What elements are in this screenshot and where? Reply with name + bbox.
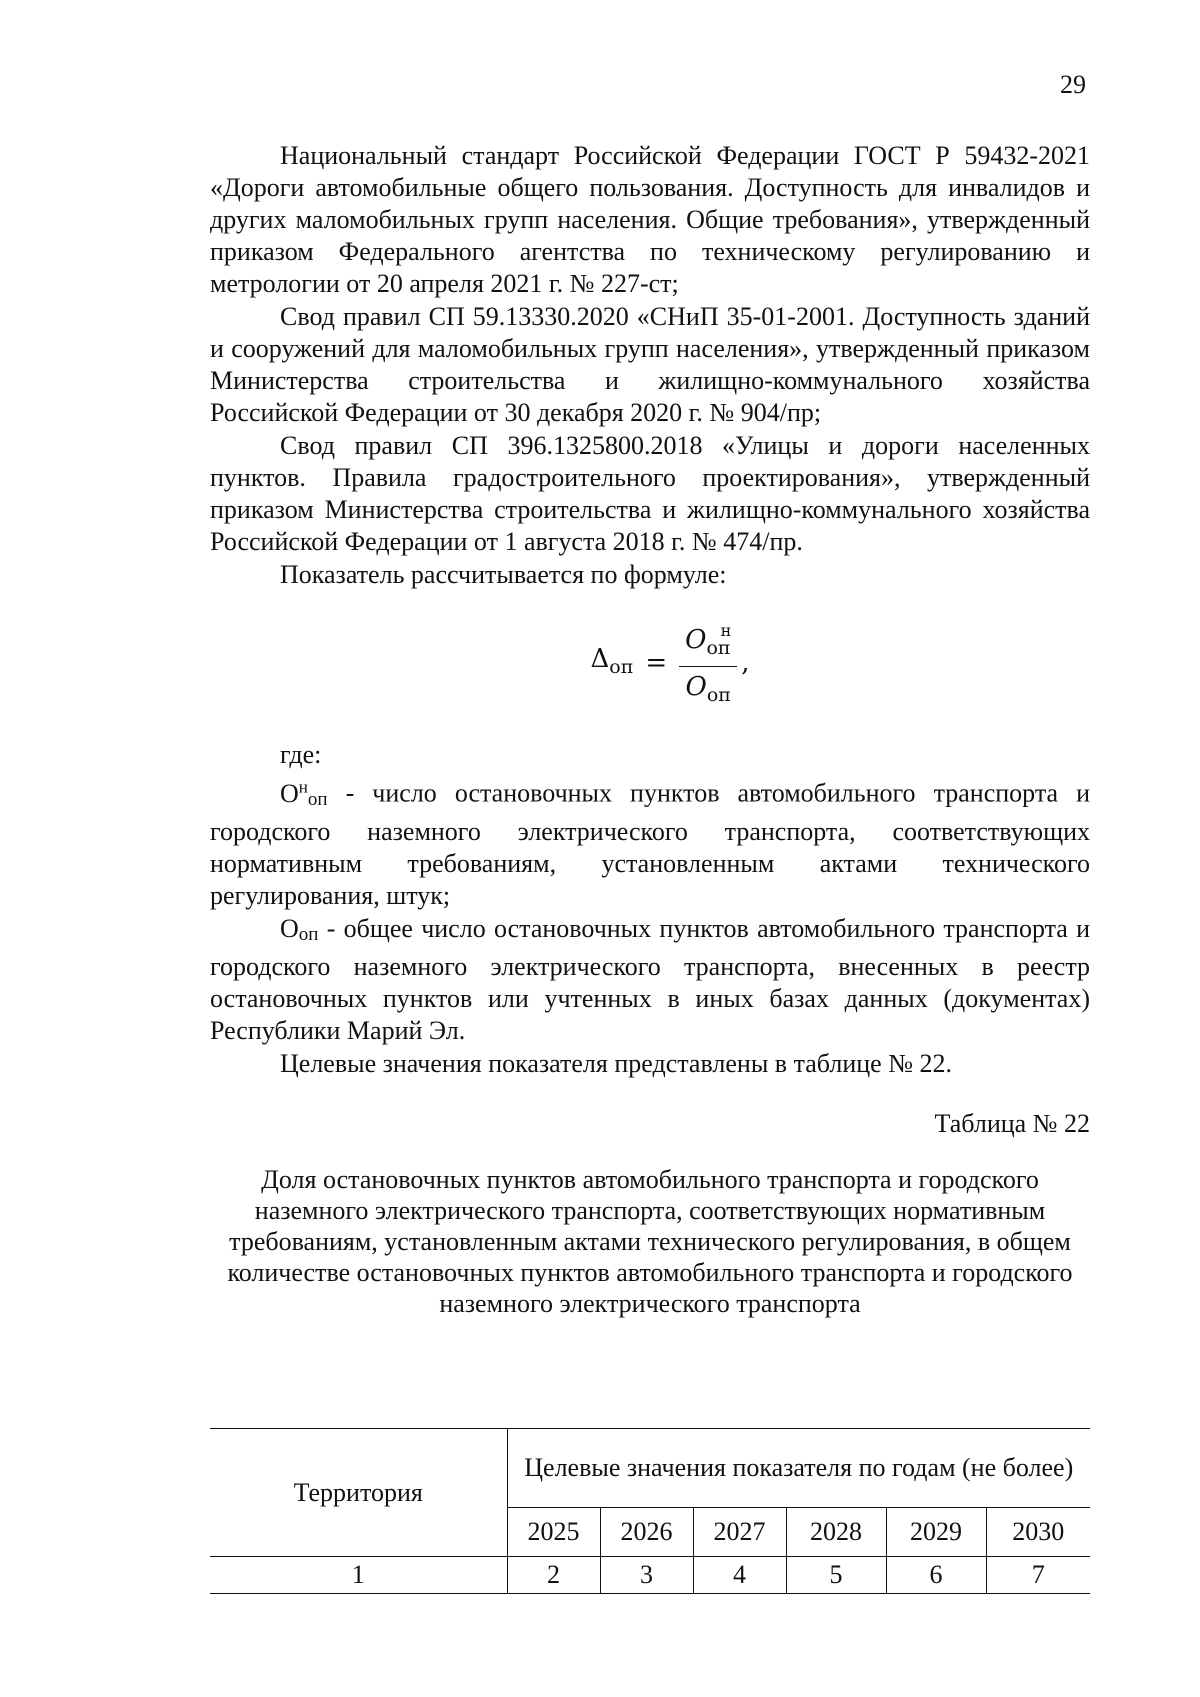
- definition-text: - число остановочных пунктов автомобильного транспорта и городского наземного электрического транспорта, соответствующих нормативным требованиям, установленным актами технического регулирования, штук;: [210, 778, 1090, 910]
- header-year: 2026: [600, 1508, 693, 1557]
- formula-fraction: [679, 615, 737, 711]
- column-number: 5: [786, 1557, 886, 1594]
- where-label: где:: [280, 740, 322, 769]
- target-values-table: [210, 1428, 1090, 1594]
- column-number: 6: [886, 1557, 986, 1594]
- table-label: Таблица № 22: [934, 1108, 1090, 1138]
- paragraph-formula-intro: Показатель рассчитывается по формуле:: [280, 560, 727, 589]
- formula-denominator: $O_{оп}$: [685, 672, 731, 706]
- body-text: [210, 140, 1090, 1319]
- header-year: 2030: [986, 1508, 1090, 1557]
- formula-equals: =: [645, 648, 668, 678]
- column-number: 1: [210, 1557, 507, 1594]
- definition-compliant-stops: [210, 771, 1090, 912]
- definition-total-stops: [210, 913, 1090, 1047]
- symbol-o-n-op: $О^н_{оп}$: [280, 777, 328, 810]
- header-year: 2028: [786, 1508, 886, 1557]
- page-number: 29: [1060, 70, 1086, 99]
- symbol-o-op: $О_{оп}$: [280, 913, 319, 945]
- formula-numerator: $O_{оп}^н$: [679, 615, 737, 667]
- header-year: 2027: [693, 1508, 786, 1557]
- column-number: 2: [507, 1557, 600, 1594]
- header-year: 2025: [507, 1508, 600, 1557]
- column-number: 7: [986, 1557, 1090, 1594]
- formula-block: [210, 615, 1090, 711]
- table-title: Доля остановочных пунктов автомобильного транспорта и городского наземного электрического транспорта, соответствующих нормативным требованиям, установленным актами технического регулирования, в общем количестве остановочных пунктов автомобильного транспорта и городского наземного электрического транспорта: [227, 1164, 1073, 1318]
- formula-lhs: $\Delta_{оп}$: [590, 644, 634, 678]
- column-number: 3: [600, 1557, 693, 1594]
- header-targets-by-year: Целевые значения показателя по годам (не более): [507, 1429, 1090, 1508]
- header-year: 2029: [886, 1508, 986, 1557]
- header-territory: Территория: [210, 1429, 507, 1557]
- column-number: 4: [693, 1557, 786, 1594]
- targets-sentence: Целевые значения показателя представлены в таблице № 22.: [280, 1048, 953, 1078]
- definition-text: - общее число остановочных пунктов автомобильного транспорта и городского наземного электрического транспорта, внесенных в реестр остановочных пунктов или учтенных в иных базах данных (документах) Республики Марий Эл.: [210, 913, 1090, 1045]
- formula-comma: ,: [741, 648, 750, 678]
- paragraph-sp-396: Свод правил СП 396.1325800.2018 «Улицы и дороги населенных пунктов. Правила градостроительного проектирования», утвержденный приказом Министерства строительства и жилищно-коммунального хозяйства Российской Федерации от 1 августа 2018 г. № 474/пр.: [210, 431, 1090, 556]
- paragraph-sp-59: Свод правил СП 59.13330.2020 «СНиП 35-01-2001. Доступность зданий и сооружений для маломобильных групп населения», утвержденный приказом Министерства строительства и жилищно-коммунального хозяйства Российской Федерации от 30 декабря 2020 г. № 904/пр;: [210, 302, 1090, 427]
- paragraph-gost: Национальный стандарт Российской Федерации ГОСТ Р 59432-2021 «Дороги автомобильные общего пользования. Доступность для инвалидов и других маломобильных групп населения. Общие требования», утвержденный приказом Федерального агентства по техническому регулированию и метрологии от 20 апреля 2021 г. № 227-ст;: [210, 141, 1090, 298]
- formula: [590, 615, 749, 711]
